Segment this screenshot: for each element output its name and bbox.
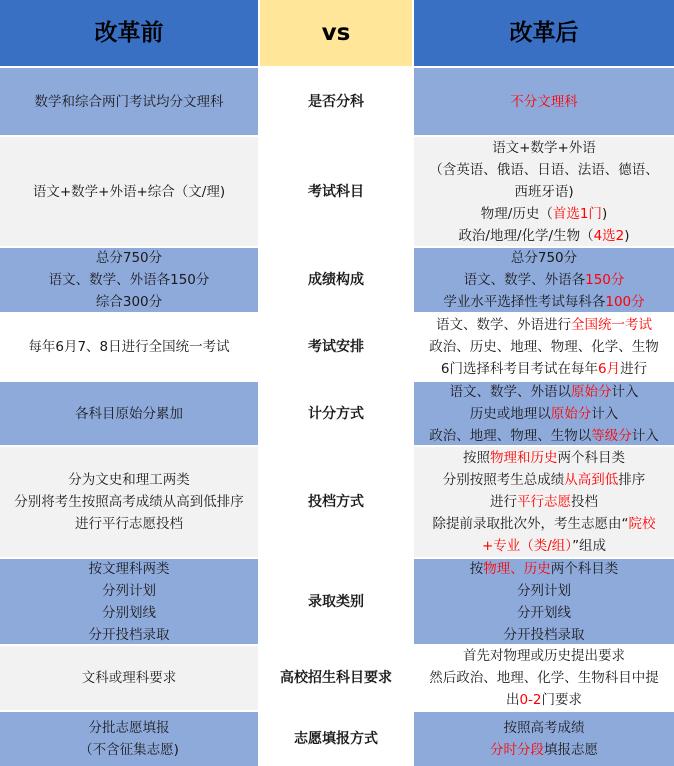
after-line: [464, 269, 625, 291]
after-text: 语文、数学、外语以: [449, 383, 571, 400]
after-line: [506, 689, 582, 711]
after-text: 西班牙语): [514, 183, 574, 200]
after-text: ): [601, 205, 608, 222]
highlight-text: 100分: [605, 294, 645, 310]
after-text: 6门选择科考目考试在每年: [440, 361, 598, 377]
before-line: 分批志愿填报: [88, 720, 170, 736]
after-text: 填报志愿: [544, 742, 598, 758]
after-line: [441, 358, 647, 380]
after-text: 历史或地理以: [469, 405, 551, 422]
after-text: 出: [505, 692, 520, 708]
after-text: 排序: [618, 472, 646, 488]
before-line: 分为文史和理工两类: [68, 472, 190, 488]
before-cell: [0, 246, 260, 312]
before-line: 每年6月7、8日进行全国统一考试: [28, 339, 230, 355]
after-line: [429, 425, 659, 447]
after-text: 计入: [631, 427, 659, 444]
after-cell: [412, 380, 674, 445]
highlight-text: 分时分段: [490, 742, 544, 758]
after-text: 计入: [591, 405, 619, 422]
highlight-text: 从高到低: [564, 472, 619, 488]
highlight-text: +专业（类/组）: [481, 538, 573, 554]
after-line: [511, 247, 577, 269]
after-cell: [412, 644, 674, 710]
after-cell: [412, 557, 674, 644]
highlight-text: 6月: [598, 361, 621, 377]
before-cell: [0, 66, 260, 135]
before-cell: [0, 644, 260, 710]
after-text: 按: [469, 560, 484, 577]
before-line: 各科目原始分累加: [75, 405, 183, 422]
highlight-text: 0-2: [519, 692, 542, 708]
before-line: 按文理科两类: [88, 560, 170, 577]
after-line: [470, 558, 619, 580]
highlight-text: 平行志愿: [517, 494, 571, 510]
before-cell: [0, 710, 260, 766]
before-cell: [0, 557, 260, 644]
before-line: 总分750分: [95, 250, 163, 266]
after-text: 门要求: [541, 692, 583, 708]
after-text: 语文、数学、外语进行: [436, 317, 571, 333]
before-line: 综合300分: [95, 294, 163, 310]
before-cell: [0, 380, 260, 445]
after-text: 总分750分: [510, 250, 578, 266]
after-line: [429, 159, 659, 181]
after-line: [443, 291, 644, 313]
topic-cell: 是否分科: [260, 66, 412, 135]
after-text: 两个科目类: [550, 560, 619, 577]
after-line: [517, 580, 571, 602]
topic-cell: 志愿填报方式: [260, 710, 412, 766]
after-text: 按照: [463, 450, 490, 466]
after-line: [436, 314, 652, 336]
after-line: [482, 535, 606, 557]
after-text: 然后政治、地理、化学、生物科目中提: [429, 670, 659, 686]
before-cell: [0, 445, 260, 557]
before-line: 分别划线: [102, 604, 156, 621]
after-text: 语文+数学+外语: [492, 139, 596, 156]
after-text: 政治、地理、物理、生物以: [429, 427, 592, 444]
highlight-text: 原始分: [550, 405, 592, 422]
highlight-text: 院校: [628, 516, 656, 532]
after-text: 语文、数学、外语各: [463, 272, 586, 288]
before-line: 语文+数学+外语+综合（文/理): [32, 183, 226, 200]
after-line: [504, 717, 585, 739]
after-line: [492, 137, 596, 159]
after-line: [490, 491, 598, 513]
after-line: [458, 225, 629, 247]
before-line: 进行平行志愿投档: [75, 516, 183, 532]
topic-cell: 录取类别: [260, 557, 412, 644]
after-line: [514, 181, 573, 203]
after-line: [463, 447, 625, 469]
before-line: 数学和综合两门考试均分文理科: [34, 93, 224, 110]
after-text: 进行: [620, 361, 648, 377]
after-line: [463, 645, 625, 667]
after-line: [429, 336, 659, 358]
after-line: [481, 203, 607, 225]
after-text: 分别按照考生总成绩: [442, 472, 565, 488]
after-text: 物理/历史（: [480, 205, 553, 222]
topic-cell: 投档方式: [260, 445, 412, 557]
before-line: 分别将考生按照高考成绩从高到低排序: [14, 494, 244, 510]
before-line: 分列计划: [102, 582, 156, 599]
header-after: 改革后: [412, 0, 674, 66]
topic-cell: 计分方式: [260, 380, 412, 445]
after-text: 进行: [490, 494, 517, 510]
after-cell: [412, 135, 674, 246]
after-cell: [412, 445, 674, 557]
highlight-text: 物理、历史: [483, 560, 551, 577]
after-cell: [412, 312, 674, 380]
after-text: 分列计划: [517, 582, 571, 599]
after-text: 学业水平选择性考试每科各: [443, 294, 606, 310]
after-text: 分开投档录取: [503, 626, 585, 643]
topic-cell: 考试科目: [260, 135, 412, 246]
after-line: [504, 624, 585, 646]
highlight-text: 原始分: [571, 383, 612, 400]
before-cell: [0, 312, 260, 380]
topic-cell: 考试安排: [260, 312, 412, 380]
highlight-text: 150分: [585, 272, 625, 288]
after-text: 分开划线: [517, 604, 571, 621]
header-before: 改革前: [0, 0, 260, 66]
after-text: 投档: [571, 494, 598, 510]
after-cell: [412, 66, 674, 135]
after-text: 两个科目类: [557, 450, 625, 466]
before-line: 文科或理科要求: [81, 670, 177, 686]
after-text: 首先对物理或历史提出要求: [463, 648, 625, 664]
after-text: 政治、历史、地理、物理、化学、生物: [429, 339, 659, 355]
after-text: 计入: [611, 383, 639, 400]
after-cell: [412, 246, 674, 312]
after-line: [443, 469, 646, 491]
before-line: 语文、数学、外语各150分: [48, 272, 210, 288]
after-line: [429, 667, 659, 689]
after-line: [517, 602, 571, 624]
before-line: （不含征集志愿): [79, 742, 179, 758]
highlight-text: 4选2: [593, 227, 625, 244]
after-line: [490, 739, 598, 761]
topic-cell: 高校招生科目要求: [260, 644, 412, 710]
after-line: [450, 381, 639, 403]
before-cell: [0, 135, 260, 246]
after-line: [433, 513, 656, 535]
after-text: ”组成: [572, 538, 607, 554]
highlight-text: 首选1门: [552, 205, 602, 222]
after-text: （含英语、俄语、日语、法语、德语、: [429, 161, 659, 178]
header-vs: vs: [260, 0, 412, 66]
after-text: 除提前录取批次外，考生志愿由“: [432, 516, 629, 532]
after-line: [510, 91, 578, 113]
highlight-text: 等级分: [591, 427, 632, 444]
after-text: 政治/地理/化学/生物（: [458, 227, 594, 244]
before-line: 分开投档录取: [88, 626, 170, 643]
after-line: [470, 403, 619, 425]
after-cell: [412, 710, 674, 766]
after-text: ): [624, 227, 630, 244]
highlight-text: 全国统一考试: [571, 317, 652, 333]
topic-cell: 成绩构成: [260, 246, 412, 312]
after-text: 按照高考成绩: [503, 720, 585, 736]
highlight-text: 物理和历史: [490, 450, 558, 466]
highlight-text: 不分文理科: [510, 93, 578, 110]
